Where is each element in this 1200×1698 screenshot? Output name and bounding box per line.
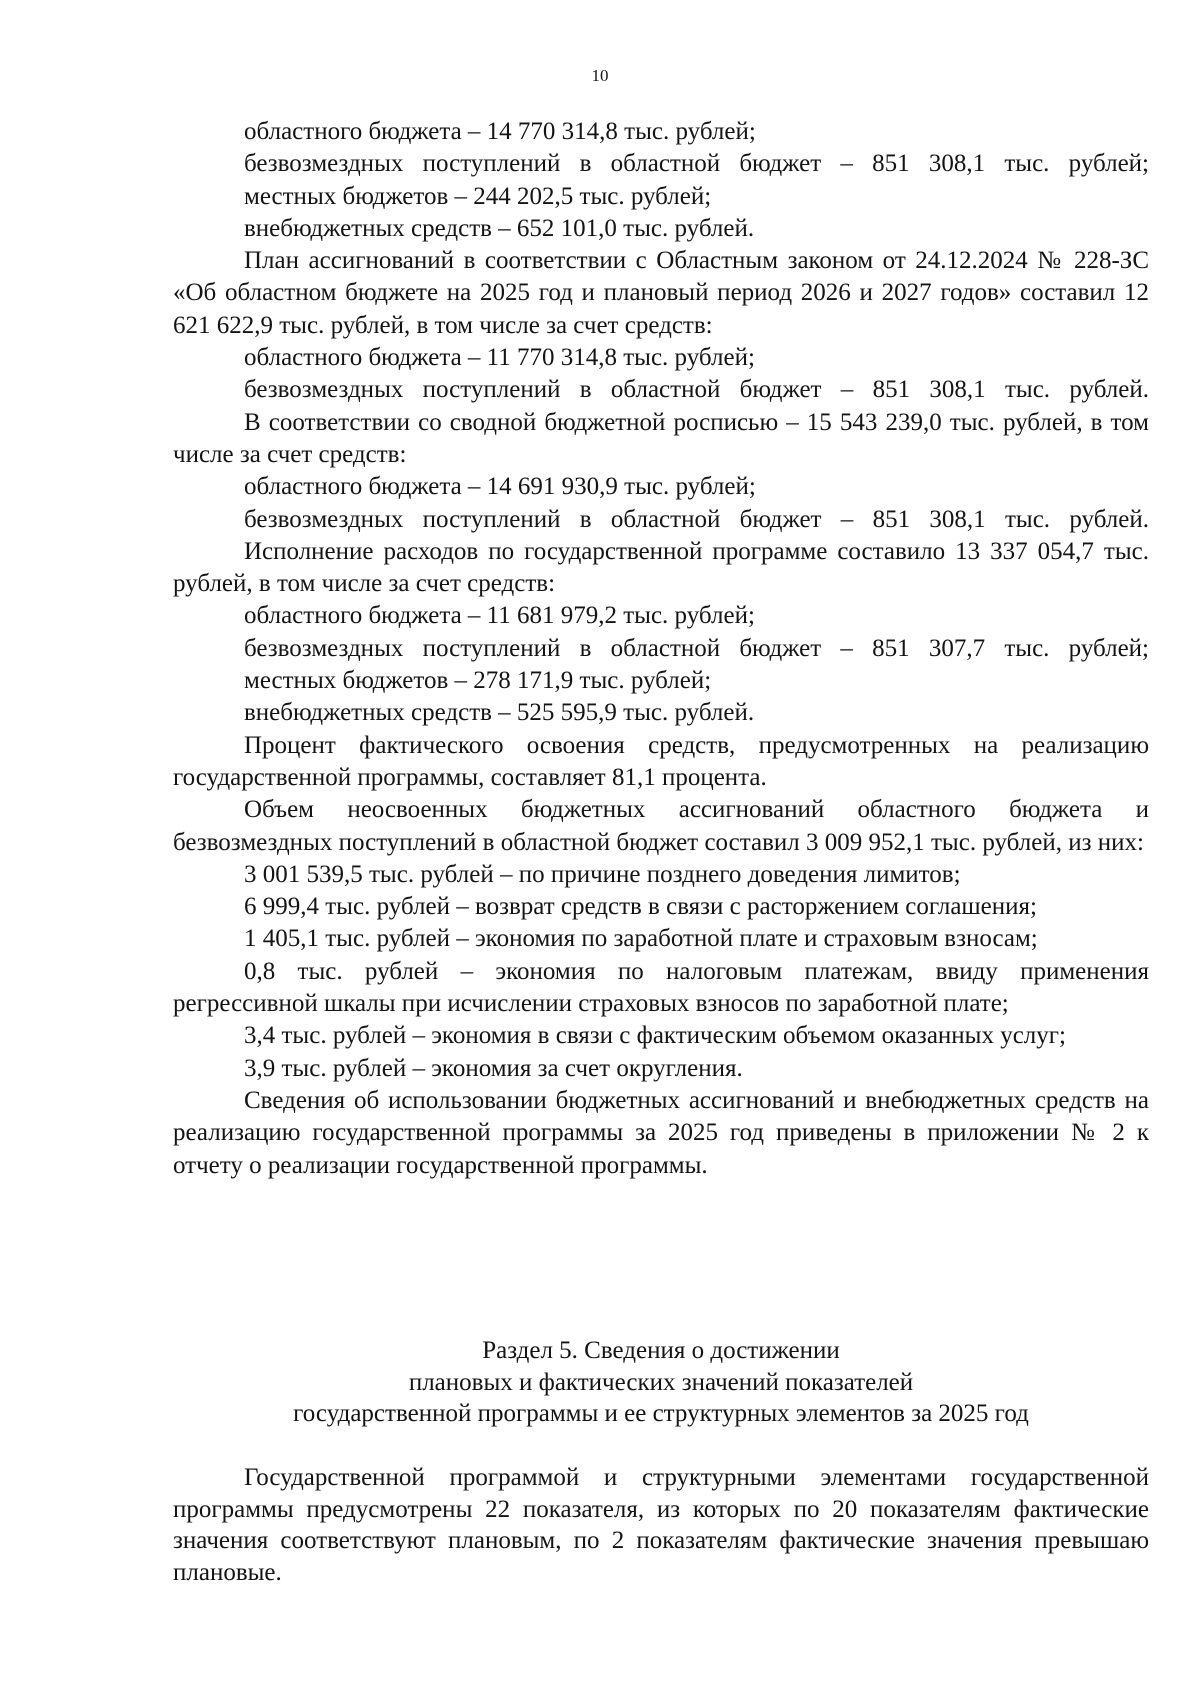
- body-paragraph: внебюджетных средств – 652 101,0 тыс. рублей.: [244, 214, 755, 242]
- page-number: 10: [591, 66, 609, 85]
- body-paragraph: областного бюджета – 11 681 979,2 тыс. рублей;: [244, 602, 755, 630]
- body-paragraph: безвозмездных поступлений в областной бюджет – 851 308,1 тыс. рублей;: [244, 150, 1149, 178]
- body-paragraph: Объем неосвоенных бюджетных ассигнований областного бюджета и безвозмездных поступлений в областной бюджет составил 3 009 952,1 тыс. рублей, из них:: [173, 796, 1149, 856]
- body-paragraph: областного бюджета – 11 770 314,8 тыс. рублей;: [244, 344, 755, 372]
- body-paragraph: внебюджетных средств – 525 595,9 тыс. рублей.: [244, 699, 755, 727]
- section-heading-line-3: государственной программы и ее структурных элементов за 2025 год: [293, 1400, 1029, 1427]
- body-paragraph: безвозмездных поступлений в областной бюджет – 851 308,1 тыс. рублей.: [244, 505, 1149, 533]
- closing-section: [173, 1462, 1149, 1588]
- body-paragraph: 3 001 539,5 тыс. рублей – по причине позднего доведения лимитов;: [244, 860, 961, 888]
- body-paragraph: безвозмездных поступлений в областной бюджет – 851 307,7 тыс. рублей;: [244, 634, 1149, 662]
- body-paragraph: 1 405,1 тыс. рублей – экономия по заработной плате и страховым взносам;: [244, 925, 1038, 953]
- section-heading: [173, 1335, 1149, 1430]
- body-paragraph: местных бюджетов – 278 171,9 тыс. рублей;: [244, 667, 712, 695]
- body-paragraph: областного бюджета – 14 770 314,8 тыс. рублей;: [244, 118, 756, 145]
- body-paragraph: В соответствии со сводной бюджетной росписью – 15 543 239,0 тыс. рублей, в том числе за счет средств:: [173, 408, 1149, 468]
- section-heading-line-1: Раздел 5. Сведения о достижении: [482, 1337, 840, 1364]
- body-paragraph: местных бюджетов – 244 202,5 тыс. рублей;: [244, 182, 712, 210]
- body-paragraph: 3,9 тыс. рублей – экономия за счет округления.: [244, 1054, 743, 1082]
- section-heading-line-2: плановых и фактических значений показателей: [408, 1368, 914, 1396]
- body-paragraph: 0,8 тыс. рублей – экономия по налоговым платежам, ввиду применения регрессивной шкалы при исчислении страховых взносов по заработной плате;: [173, 957, 1149, 1018]
- body-paragraph: безвозмездных поступлений в областной бюджет – 851 308,1 тыс. рублей.: [244, 376, 1149, 404]
- body-paragraph: областного бюджета – 14 691 930,9 тыс. рублей;: [244, 473, 756, 501]
- body-paragraph: 3,4 тыс. рублей – экономия в связи с фактическим объемом оказанных услуг;: [244, 1022, 1066, 1050]
- document-body: [173, 116, 1149, 1182]
- body-paragraph: Процент фактического освоения средств, предусмотренных на реализацию государственной программы, составляет 81,1 процента.: [173, 731, 1149, 791]
- body-paragraph: План ассигнований в соответствии с Областным законом от 24.12.2024 № 228-ЗС «Об областном бюджете на 2025 год и плановый период 2026 и 2027 годов» составил 12 621 622,9 тыс. рублей, в том числе за счет средств:: [173, 247, 1149, 339]
- closing-paragraph: Государственной программой и структурными элементами государственной программы предусмотрены 22 показателя, из которых по 20 показателям фактические значения соответствуют плановым, по 2 показателям фактические значения превышаю плановые.: [173, 1464, 1149, 1586]
- body-paragraph: 6 999,4 тыс. рублей – возврат средств в связи с расторжением соглашения;: [244, 893, 1037, 921]
- body-paragraph: Исполнение расходов по государственной программе составило 13 337 054,7 тыс. рублей, в том числе за счет средств:: [173, 537, 1149, 598]
- body-paragraph: Сведения об использовании бюджетных ассигнований и внебюджетных средств на реализацию государственной программы за 2025 год приведены в приложении № 2 к отчету о реализации государственной программы.: [173, 1086, 1149, 1179]
